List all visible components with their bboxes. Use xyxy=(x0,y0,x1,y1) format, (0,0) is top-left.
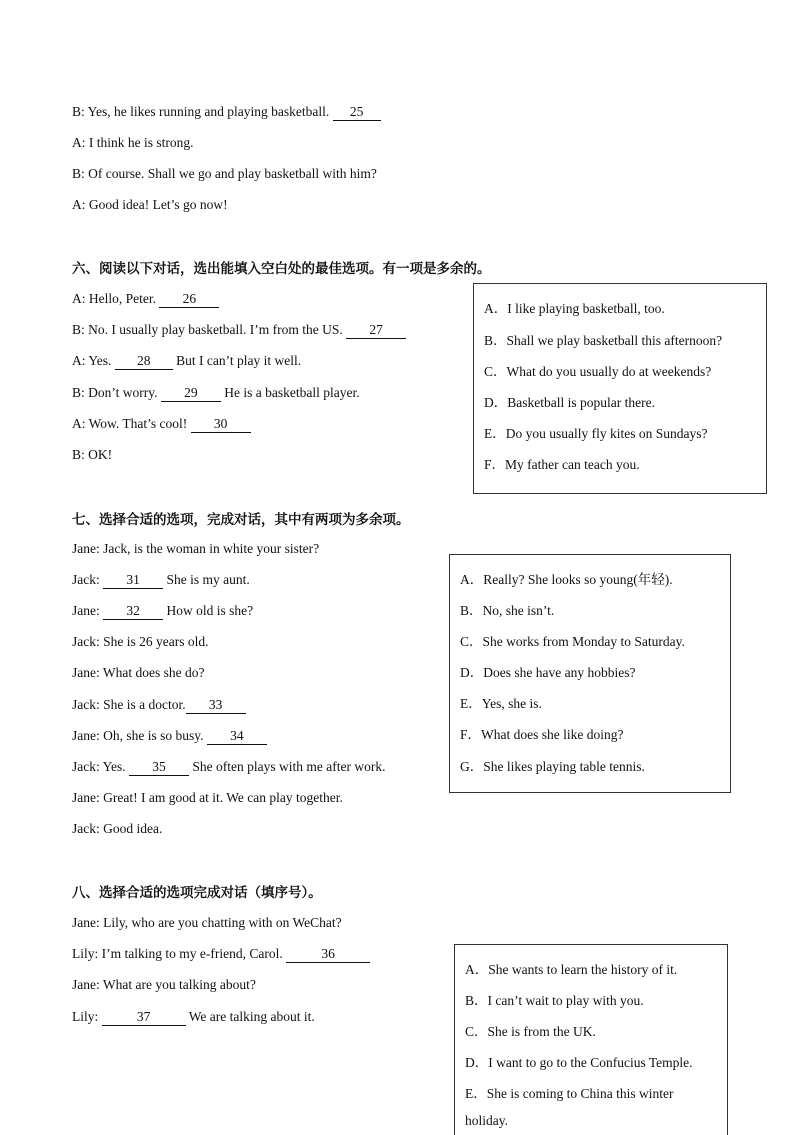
answer-blank[interactable]: 29 xyxy=(161,386,221,402)
dialogue-line: Jane: What does she do? xyxy=(72,665,205,680)
dialogue-line: Jack: 31 She is my aunt. xyxy=(72,572,250,587)
option-item: D．Does she have any hobbies? xyxy=(460,665,636,680)
answer-blank[interactable]: 37 xyxy=(102,1010,186,1026)
dialogue-line: B: Yes, he likes running and playing basketball. 25 xyxy=(72,104,381,121)
section-6-title: 六、阅读以下对话，选出能填入空白处的最佳选项。有一项是多余的。 xyxy=(72,261,491,277)
option-item: A．I like playing basketball, too. xyxy=(484,301,665,316)
dialogue-line: Jane: Oh, she is so busy. 34 xyxy=(72,728,267,745)
section-8-title: 八、选择合适的选项完成对话（填序号）。 xyxy=(72,885,322,901)
dialogue-line: Jane: Great! I am good at it. We can play together. xyxy=(72,790,343,805)
answer-blank[interactable]: 27 xyxy=(346,323,406,339)
dialogue-line: Lily: 37 We are talking about it. xyxy=(72,1009,315,1024)
answer-blank[interactable]: 33 xyxy=(186,698,246,714)
option-item: B．I can’t wait to play with you. xyxy=(465,993,644,1008)
option-item: E．Yes, she is. xyxy=(460,696,542,711)
option-item: F．What does she like doing? xyxy=(460,727,624,742)
answer-blank[interactable]: 25 xyxy=(333,105,381,121)
options-box xyxy=(454,944,728,1135)
option-item: E．She is coming to China this winter xyxy=(465,1086,674,1101)
option-item: B．Shall we play basketball this afternoon? xyxy=(484,333,723,348)
option-item: A．Really? She looks so young(年轻). xyxy=(460,572,673,587)
dialogue-line: Lily: I’m talking to my e-friend, Carol. 36 xyxy=(72,946,370,963)
answer-blank[interactable]: 35 xyxy=(129,760,189,776)
answer-blank[interactable]: 32 xyxy=(103,604,163,620)
options-box xyxy=(449,554,731,793)
option-item: A．She wants to learn the history of it. xyxy=(465,962,678,977)
section-7-title: 七、选择合适的选项，完成对话，其中有两项为多余项。 xyxy=(72,512,410,528)
dialogue-line: A: Wow. That’s cool! 30 xyxy=(72,416,251,433)
options-box xyxy=(473,283,767,494)
answer-blank[interactable]: 28 xyxy=(115,354,173,370)
answer-blank[interactable]: 34 xyxy=(207,729,267,745)
dialogue-line: Jack: She is a doctor. 33 xyxy=(72,697,246,714)
option-item: C．What do you usually do at weekends? xyxy=(484,364,712,379)
answer-blank[interactable]: 36 xyxy=(286,947,370,963)
option-item: E．Do you usually fly kites on Sundays? xyxy=(484,426,708,441)
dialogue-line: A: Yes. 28 But I can’t play it well. xyxy=(72,353,302,368)
answer-blank[interactable]: 31 xyxy=(103,573,163,589)
option-item: D．I want to go to the Confucius Temple. xyxy=(465,1055,693,1070)
dialogue-line: A: I think he is strong. xyxy=(72,135,194,150)
dialogue-line: A: Good idea! Let’s go now! xyxy=(72,197,228,212)
dialogue-line: B: OK! xyxy=(72,447,113,462)
option-item: G．She likes playing table tennis. xyxy=(460,759,645,774)
dialogue-line: Jane: 32 How old is she? xyxy=(72,603,254,618)
dialogue-line: A: Hello, Peter. 26 xyxy=(72,291,219,308)
option-item: holiday. xyxy=(465,1113,508,1128)
dialogue-line: Jack: She is 26 years old. xyxy=(72,634,209,649)
dialogue-line: Jane: What are you talking about? xyxy=(72,977,256,992)
dialogue-line: Jane: Lily, who are you chatting with on WeChat? xyxy=(72,915,342,930)
dialogue-line: B: No. I usually play basketball. I’m from the US. 27 xyxy=(72,322,406,339)
dialogue-line: Jack: Yes. 35 She often plays with me after work. xyxy=(72,759,386,774)
option-item: F．My father can teach you. xyxy=(484,457,640,472)
dialogue-line: B: Of course. Shall we go and play basketball with him? xyxy=(72,166,377,181)
dialogue-line: B: Don’t worry. 29 He is a basketball player. xyxy=(72,385,360,400)
answer-blank[interactable]: 26 xyxy=(159,292,219,308)
option-item: C．She is from the UK. xyxy=(465,1024,596,1039)
option-item: B．No, she isn’t. xyxy=(460,603,555,618)
dialogue-line: Jack: Good idea. xyxy=(72,821,163,836)
option-item: D．Basketball is popular there. xyxy=(484,395,655,410)
option-item: C．She works from Monday to Saturday. xyxy=(460,634,685,649)
answer-blank[interactable]: 30 xyxy=(191,417,251,433)
dialogue-line: Jane: Jack, is the woman in white your sister? xyxy=(72,541,320,556)
